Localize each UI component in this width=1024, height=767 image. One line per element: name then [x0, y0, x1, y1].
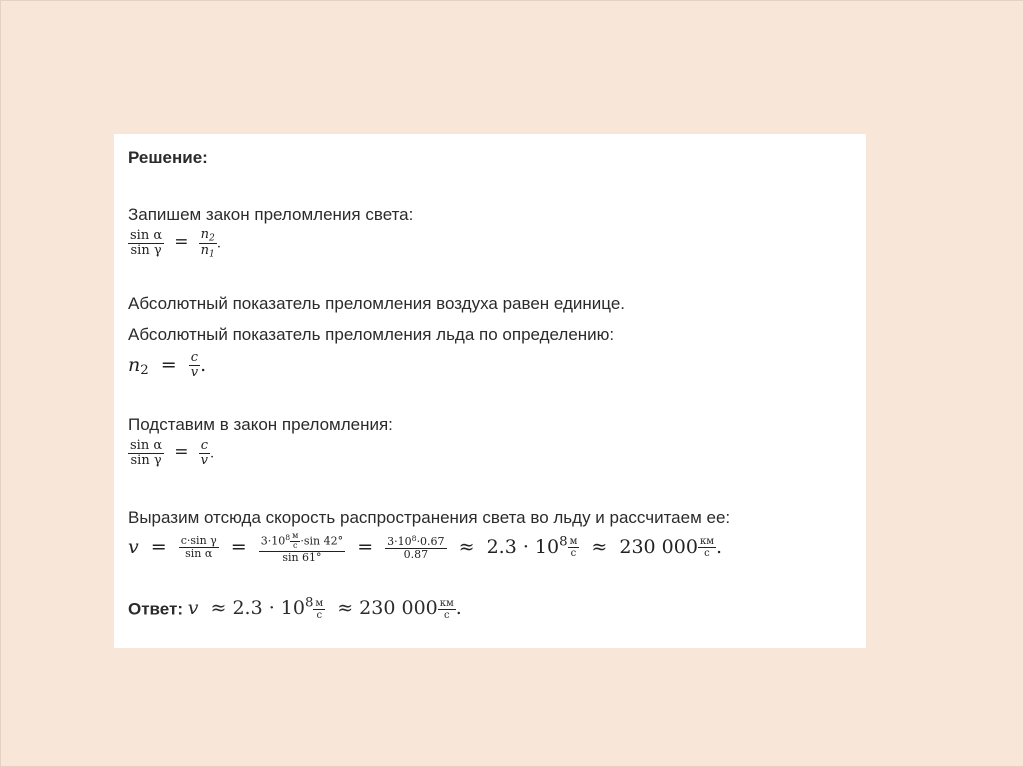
approx-sign: ≈ [591, 535, 608, 558]
fraction-denominator: sin γ [130, 243, 162, 259]
equation-substituted [128, 439, 214, 469]
equals-sign: = [160, 353, 177, 376]
speed-value-m-per-s: $2.3 \cdot 10^8$ $\frac{м}{с}$ [486, 534, 578, 560]
fraction-denominator: v [190, 365, 199, 381]
equation-refraction-law [128, 228, 221, 260]
fraction-c-over-v [189, 351, 200, 381]
fraction-sin-ratio [128, 229, 164, 259]
fraction-numerator: $3\cdot 10^8$ $\frac{м}{с}$ ·sin 42° [260, 531, 344, 550]
fraction-denominator: sin α [185, 547, 213, 561]
fraction-denominator: sin 61° [282, 550, 322, 564]
fraction-c-over-v [199, 439, 210, 469]
fraction-index-ratio [199, 228, 217, 260]
answer-line [128, 596, 462, 621]
fraction-numeric [385, 535, 446, 561]
fraction-denominator: sin γ [130, 453, 162, 469]
solution-heading: Решение: [128, 148, 208, 167]
air-index-text: Абсолютный показатель преломления воздуха равен единице. [128, 294, 626, 313]
period: . [216, 236, 221, 252]
fraction-sin-ratio [128, 439, 164, 469]
fraction-numerator: $3\cdot 10^8\cdot 0.67$ [387, 533, 445, 548]
speed-value-km-per-s: 230 000 $\frac{км}{с}$ [619, 535, 714, 560]
fraction-numerator: $n_2$ [200, 227, 215, 244]
fraction-denominator: v [200, 453, 209, 469]
fraction-denominator: $n_1$ [200, 243, 215, 260]
substitute-text: Подставим в закон преломления: [128, 415, 393, 434]
fraction-numerator: c·sin γ [180, 534, 217, 548]
fraction-numerator: c [199, 439, 210, 454]
solution-card [114, 134, 866, 648]
fraction-numerator: sin α [130, 438, 163, 453]
fraction-numerator: c [189, 351, 200, 366]
refraction-law-intro: Запишем закон преломления света: [128, 205, 414, 224]
answer-value: $v \approx 2.3 \cdot 10^8$ $\frac{м}{с}$ ≈ 230 000 $\frac{км}{с}$ . [187, 596, 462, 621]
fraction-denominator: 0.87 [403, 547, 429, 561]
equation-speed: v = $\frac{\text{c·sin γ}}{\text{sin α}}$ = $3\cdot 10^8$ $\frac{м}{с}$ ·sin 42° sin 61° = $\frac{3\cdot 10^8\cdot 0.67}{0.87}$ ≈ $2.3 \cdot 10^8$ $\frac{м}{с}$ ≈ 230 000 $\frac{км}{с}$ . [128, 531, 723, 564]
equation-ice-index [128, 351, 206, 381]
period: . [200, 353, 207, 376]
period: . [210, 446, 215, 462]
fraction-c-sin-gamma [179, 535, 219, 560]
equals-sign: = [174, 232, 189, 253]
fraction-substituted-values [259, 532, 345, 564]
approx-sign: ≈ [458, 535, 475, 558]
answer-label: Ответ: [128, 599, 183, 619]
ice-index-text: Абсолютный показатель преломления льда по определению: [128, 325, 615, 344]
subscript: 2 [140, 363, 149, 379]
equals-sign: = [174, 442, 189, 463]
express-speed-text: Выразим отсюда скорость распространения света во льду и рассчитаем ее: [128, 508, 731, 527]
variable-n: n [128, 353, 141, 376]
fraction-numerator: sin α [130, 227, 163, 243]
variable-v: v [128, 535, 139, 558]
